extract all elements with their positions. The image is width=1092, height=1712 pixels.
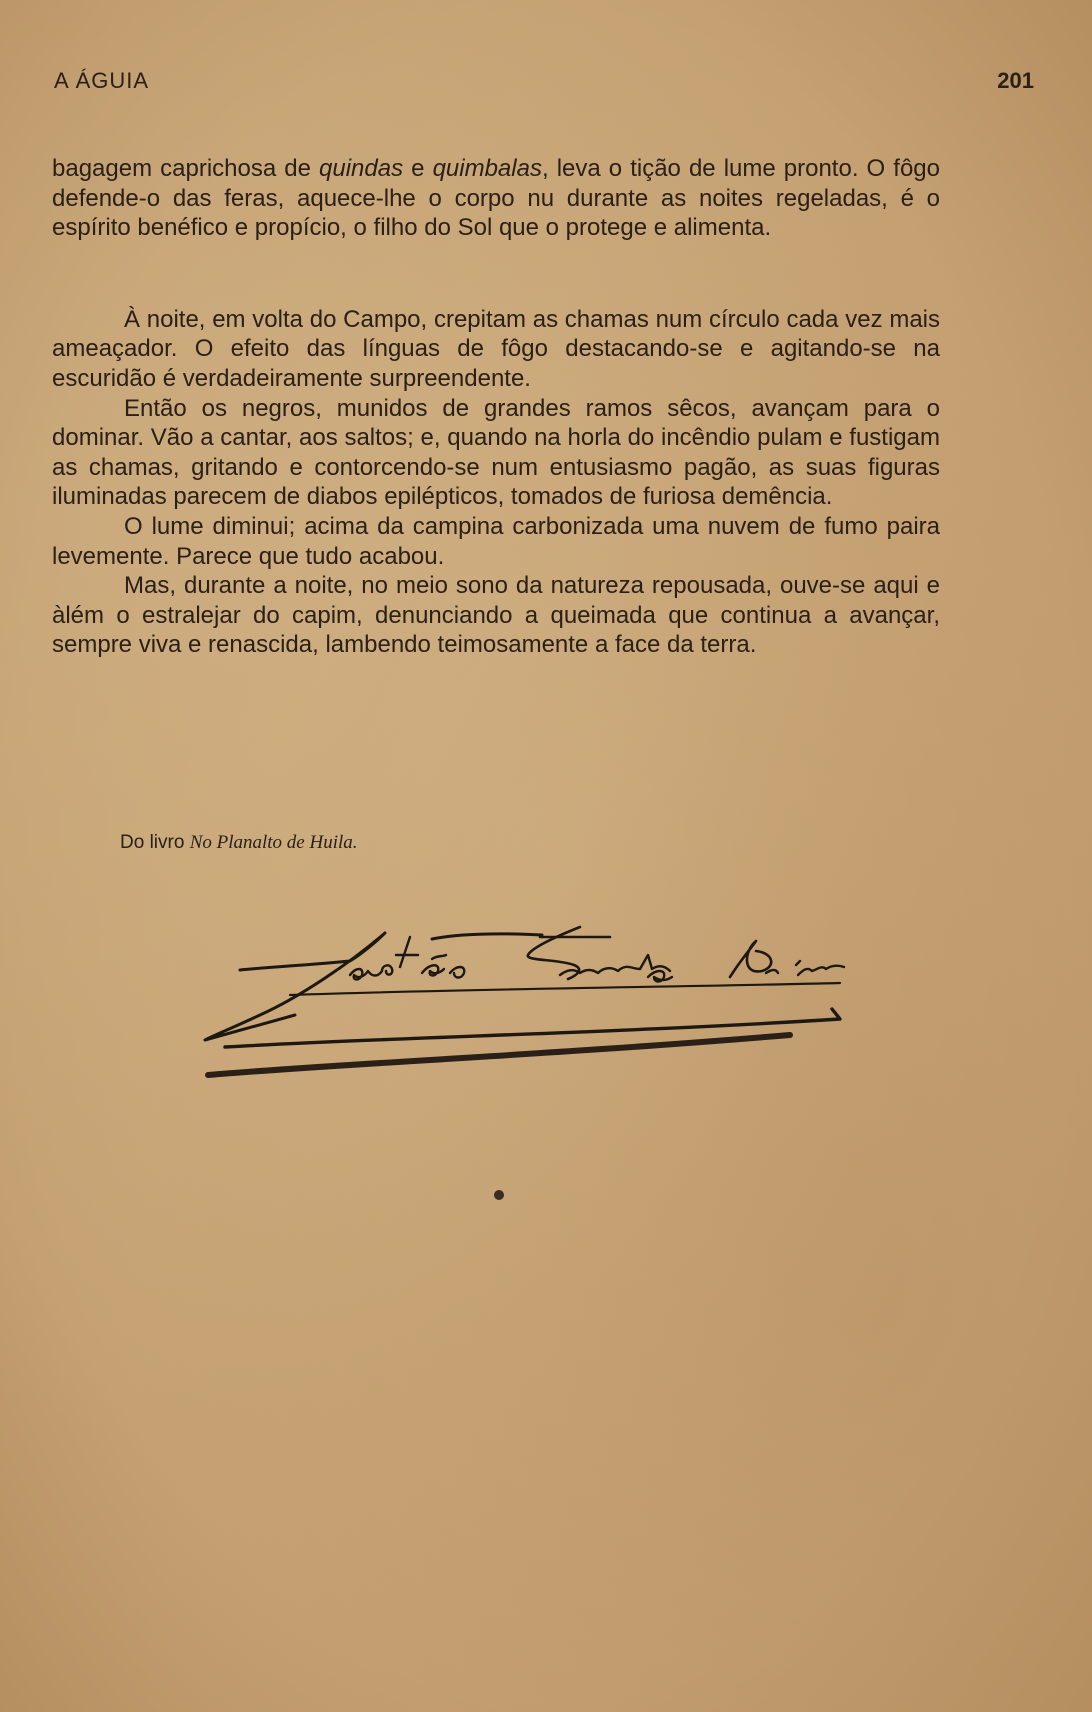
paragraph-2: À noite, em volta do Campo, crepitam as chamas num círculo cada vez mais ameaçador. O efeito das línguas de fôgo destacando-se e agitando-se na escuridão é verdadeiramente surpreendente. — [52, 305, 940, 392]
paragraph-1-start: bagagem caprichosa de — [52, 155, 320, 182]
source-prefix: Do livro — [120, 832, 190, 853]
paragraph-1-mid: e — [403, 155, 433, 182]
paragraph-3: Então os negros, munidos de grandes ramos sêcos, avançam para o dominar. Vão a cantar, aos saltos; e, quando na horla do incêndio pulam e fustigam as chamas, gritando e contorcendo-se num entusiasmo pagão, as suas figuras iluminadas parecem de diabos epilépticos, tomados de furiosa demência. — [52, 394, 940, 511]
running-title: A ÁGUIA — [54, 68, 150, 93]
body-text — [52, 154, 940, 660]
paragraph-1-italic-quindas: quindas — [319, 155, 404, 182]
paragraph-1 — [52, 154, 940, 243]
ornament-dot — [494, 1190, 504, 1200]
source-book-title: No Planalto de Huila. — [189, 832, 358, 853]
page-header — [54, 68, 1034, 108]
paragraph-5: Mas, durante a noite, no meio sono da natureza repousada, ouve-se aqui e àlém o estralejar do capim, denunciando a queimada que continua a avançar, sempre viva e renascida, lambendo teimosamente a face da terra. — [52, 572, 940, 659]
paragraph-1-end: , leva o tição de lume pronto. O fôgo defende-o das feras, aquece-lhe o corpo nu durante as noites regeladas, é o espírito benéfico e propício, o filho do Sol que o protege e alimenta. — [52, 155, 940, 242]
source-attribution — [120, 832, 358, 854]
paragraph-4: O lume diminui; acima da campina carbonizada uma nuvem de fumo paira levemente. Parece que tudo acabou. — [52, 512, 940, 570]
handwritten-signature — [200, 915, 940, 1085]
paragraph-1-italic-quimbalas: quimbalas — [432, 155, 542, 182]
page-number: 201 — [997, 68, 1034, 93]
